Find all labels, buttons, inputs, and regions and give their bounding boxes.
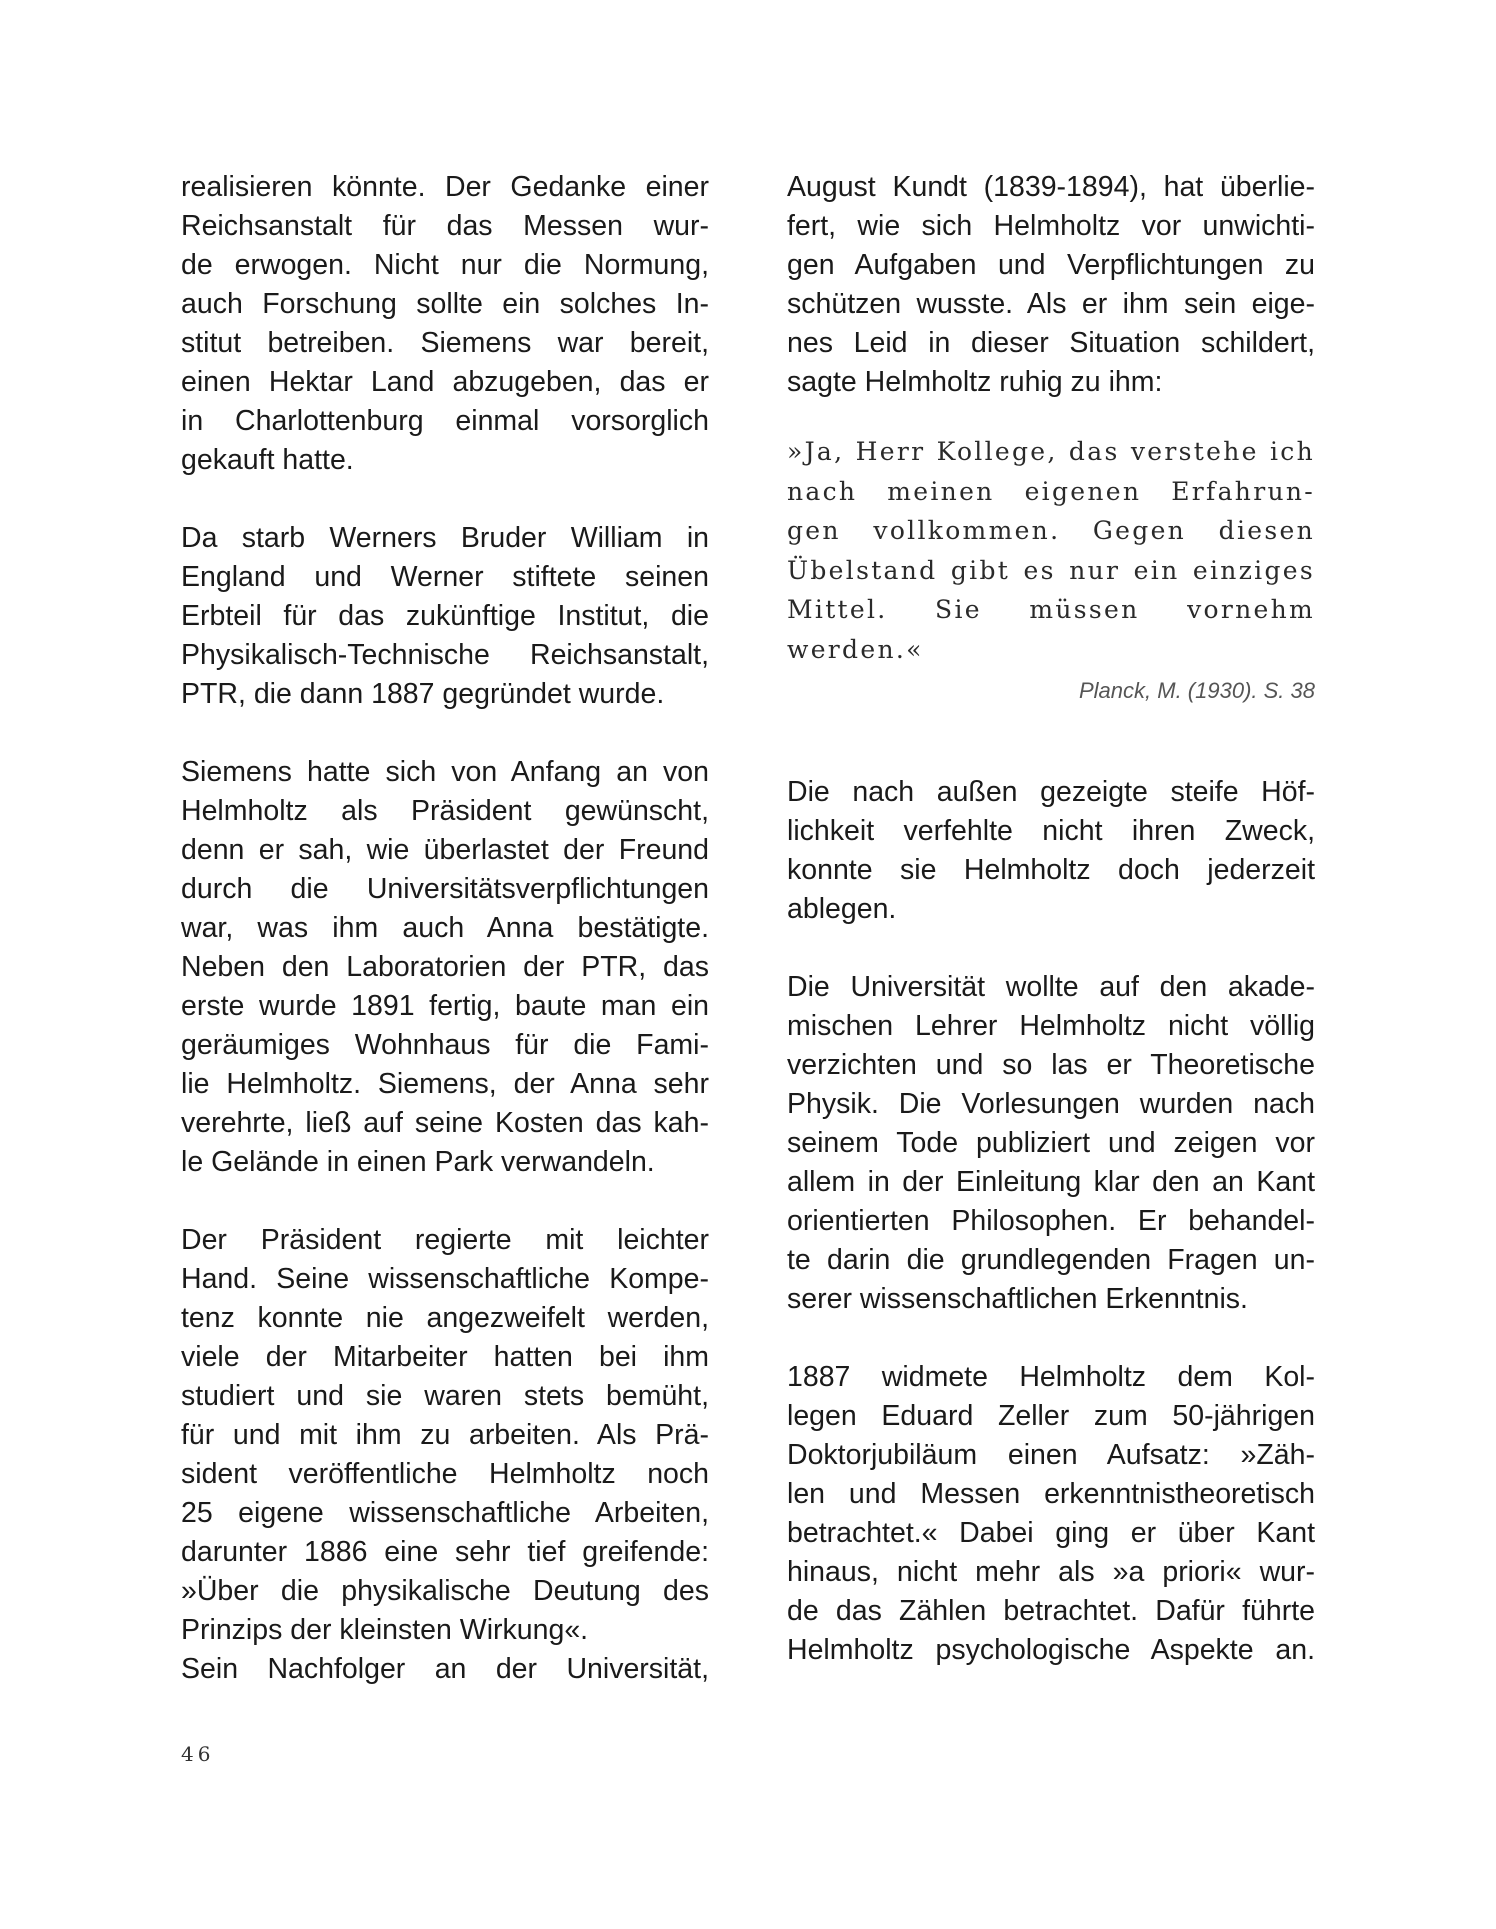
paragraph — [181, 519, 709, 714]
text-line: sagte Helmholtz ruhig zu ihm: — [787, 366, 1163, 398]
text-line: hinaus, nicht mehr als »a priori« wur- — [787, 1556, 1315, 1588]
paragraph — [181, 753, 709, 1182]
text-line: orientierten Philosophen. Er behandel- — [787, 1205, 1315, 1237]
text-line: PTR, die dann 1887 gegründet wurde. — [181, 678, 665, 710]
paragraph — [787, 168, 1315, 402]
quote-line: nach meinen eigenen Erfahrun- — [787, 476, 1315, 506]
text-line: Prinzips der kleinsten Wirkung«. — [181, 1614, 589, 1646]
text-line: sident veröffentliche Helmholtz noch — [181, 1458, 709, 1490]
text-line: Hand. Seine wissenschaftliche Kompe- — [181, 1263, 709, 1295]
blockquote — [787, 432, 1315, 669]
quote-line: gen vollkommen. Gegen diesen — [787, 516, 1315, 545]
paragraph — [181, 168, 709, 480]
text-line: Physikalisch-Technische Reichsanstalt, — [181, 639, 709, 671]
paragraph — [787, 968, 1315, 1319]
paragraph — [787, 1358, 1315, 1670]
text-line: stitut betreiben. Siemens war bereit, — [181, 327, 709, 359]
text-line: für und mit ihm zu arbeiten. Als Prä- — [181, 1419, 709, 1451]
text-line: lie Helmholtz. Siemens, der Anna sehr — [181, 1068, 709, 1100]
text-line: Die nach außen gezeigte steife Höf- — [787, 776, 1315, 808]
text-line: de das Zählen betrachtet. Dafür führte — [787, 1595, 1315, 1627]
text-line: durch die Universitätsverpflichtungen — [181, 873, 709, 905]
text-line: erste wurde 1891 fertig, baute man ein — [181, 990, 709, 1022]
paragraph — [787, 773, 1315, 929]
text-line: de erwogen. Nicht nur die Normung, — [181, 249, 709, 281]
text-line: verehrte, ließ auf seine Kosten das kah- — [181, 1107, 709, 1139]
text-line: len und Messen erkenntnistheoretisch — [787, 1478, 1315, 1510]
text-line: legen Eduard Zeller zum 50-jährigen — [787, 1400, 1315, 1432]
text-line: betrachtet.« Dabei ging er über Kant — [787, 1517, 1315, 1549]
text-line: serer wissenschaftlichen Erkenntnis. — [787, 1283, 1248, 1315]
text-line: Helmholtz als Präsident gewünscht, — [181, 795, 709, 827]
right-column — [787, 168, 1315, 1670]
text-line: gen Aufgaben und Verpflichtungen zu — [787, 249, 1315, 281]
text-line: allem in der Einleitung klar den an Kant — [787, 1166, 1315, 1198]
text-line: »Über die physikalische Deutung des — [181, 1575, 709, 1607]
text-line: schützen wusste. Als er ihm sein eige- — [787, 288, 1315, 320]
text-line: realisieren könnte. Der Gedanke einer — [181, 171, 709, 203]
quote-citation: Planck, M. (1930). S. 38 — [1079, 678, 1315, 703]
text-line: Reichsanstalt für das Messen wur- — [181, 210, 709, 242]
text-line: Siemens hatte sich von Anfang an von — [181, 756, 709, 788]
left-column — [181, 168, 709, 1689]
text-line: August Kundt (1839-1894), hat überlie- — [787, 171, 1315, 203]
quote-line: Mittel. Sie müssen vornehm — [787, 595, 1315, 624]
text-line: Sein Nachfolger an der Universität, — [181, 1653, 709, 1685]
text-line: konnte sie Helmholtz doch jederzeit — [787, 854, 1315, 886]
text-line: Da starb Werners Bruder William in — [181, 522, 709, 554]
text-line: mischen Lehrer Helmholtz nicht völlig — [787, 1010, 1315, 1042]
quote-line: »Ja, Herr Kollege, das verstehe ich — [787, 437, 1315, 466]
text-line: fert, wie sich Helmholtz vor unwichti- — [787, 210, 1315, 242]
text-line: Physik. Die Vorlesungen wurden nach — [787, 1088, 1315, 1120]
text-line: seinem Tode publiziert und zeigen vor — [787, 1127, 1315, 1159]
text-line: in Charlottenburg einmal vorsorglich — [181, 405, 709, 437]
text-line: lichkeit verfehlte nicht ihren Zweck, — [787, 815, 1315, 847]
text-line: Die Universität wollte auf den akade- — [787, 971, 1315, 1003]
text-line: tenz konnte nie angezweifelt werden, — [181, 1302, 709, 1334]
text-line: te darin die grundlegenden Fragen un- — [787, 1244, 1315, 1276]
text-line: Erbteil für das zukünftige Institut, die — [181, 600, 709, 632]
text-line: Doktorjubiläum einen Aufsatz: »Zäh- — [787, 1439, 1315, 1471]
text-line: 1887 widmete Helmholtz dem Kol- — [787, 1361, 1315, 1393]
text-line: darunter 1886 eine sehr tief greifende: — [181, 1536, 709, 1568]
text-line: Der Präsident regierte mit leichter — [181, 1224, 709, 1256]
quote-line: Übelstand gibt es nur ein einziges — [787, 555, 1315, 585]
text-line: war, was ihm auch Anna bestätigte. — [181, 912, 709, 944]
quote-line: werden.« — [787, 634, 924, 664]
text-line: gekauft hatte. — [181, 444, 354, 476]
text-line: England und Werner stiftete seinen — [181, 561, 709, 593]
text-line: ablegen. — [787, 893, 897, 925]
text-line: 25 eigene wissenschaftliche Arbeiten, — [181, 1497, 709, 1529]
text-line: geräumiges Wohnhaus für die Fami- — [181, 1029, 709, 1061]
text-line: viele der Mitarbeiter hatten bei ihm — [181, 1341, 709, 1373]
text-line: le Gelände in einen Park verwandeln. — [181, 1146, 655, 1178]
text-line: Helmholtz psychologische Aspekte an. — [787, 1634, 1315, 1666]
text-line: einen Hektar Land abzugeben, das er — [181, 366, 709, 398]
text-line: verzichten und so las er Theoretische — [787, 1049, 1315, 1081]
text-line: Neben den Laboratorien der PTR, das — [181, 951, 709, 983]
page-number: 46 — [181, 1742, 215, 1766]
text-line: studiert und sie waren stets bemüht, — [181, 1380, 709, 1412]
text-line: nes Leid in dieser Situation schildert, — [787, 327, 1315, 359]
text-line: denn er sah, wie überlastet der Freund — [181, 834, 709, 866]
paragraph — [181, 1221, 709, 1689]
text-line: auch Forschung sollte ein solches In- — [181, 288, 709, 320]
